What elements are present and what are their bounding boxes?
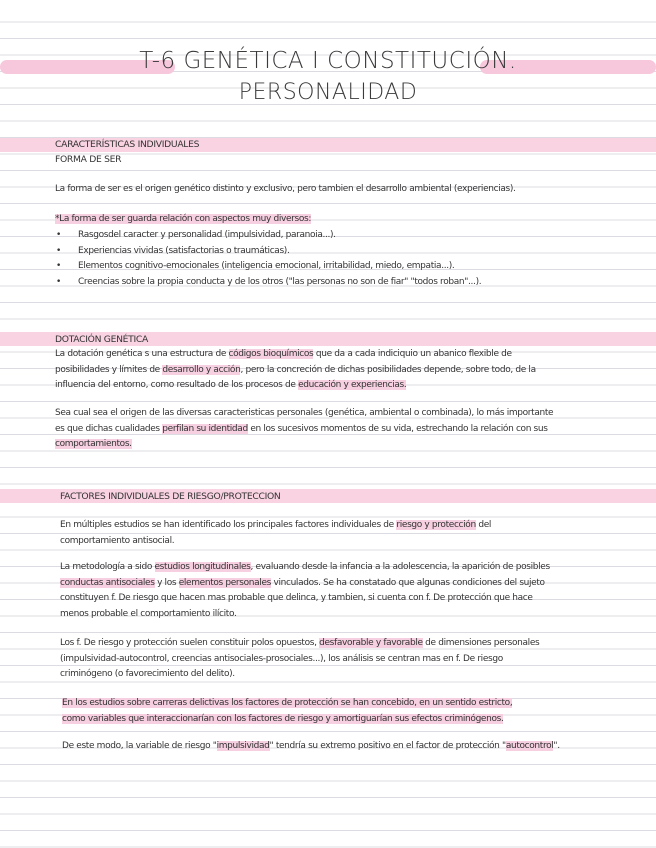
highlight-autocontrol: autocontrol xyxy=(505,741,554,751)
heading-caracteristicas: CARACTERÍSTICAS INDIVIDUALES xyxy=(55,139,200,150)
list-item: • Experiencias vividas (satisfactorias o traumáticas). xyxy=(56,244,616,260)
heading-forma-de-ser: FORMA DE SER xyxy=(55,154,122,165)
paragraph-modo: De este modo, la variable de riesgo "impulsividad" tendría su extremo positivo en el factor de protección "autocontrol". xyxy=(62,741,560,751)
highlight-identidad: perfilan su identidad xyxy=(162,423,248,434)
highlight-impulsividad: impulsividad xyxy=(216,741,270,751)
highlight-desfavorable: desfavorable y favorable xyxy=(319,638,423,648)
highlight-desarrollo: desarrollo y acción xyxy=(162,364,241,375)
paragraph-estudios: En múltiples estudios se han identificado los principales factores individuales de riesgo y protección del comportamiento antisocial. xyxy=(60,520,492,546)
paragraph-carreras xyxy=(62,696,622,727)
list-item: • Rasgosdel caracter y personalidad (impulsividad, paranoia...). xyxy=(56,228,616,244)
highlight-educacion: educación y experiencias. xyxy=(298,380,407,390)
highlight-comportamientos: comportamientos. xyxy=(55,439,132,449)
heading-factores: FACTORES INDIVIDUALES DE RIESGO/PROTECCION xyxy=(60,491,281,502)
list-item: • Creencias sobre la propia conducta y de los otros ("las personas no son de fiar" "todos roban"...). xyxy=(56,275,616,291)
list-item: • Elementos cognitivo-emocionales (inteligencia emocional, irritabilidad, miedo, empatia...). xyxy=(56,259,616,275)
highlight-riesgo-proteccion: riesgo y protección xyxy=(396,520,476,530)
highlight-elementos: elementos personales xyxy=(178,577,271,588)
paragraph-forma-de-ser: La forma de ser es el origen genético distinto y exclusivo, pero tambien el desarrollo ambiental (experiencias). xyxy=(55,184,516,194)
page-title-line1: T-6 GENÉTICA I CONSTITUCIÓN. xyxy=(139,48,517,74)
paragraph-intro xyxy=(55,212,311,228)
paragraph-dotacion: La dotación genética s una estructura de códigos bioquímicos que da a cada indiciquio un abanico flexible de posibilidades y límites de desarrollo y acción, pero la concreción de dichas posibilidades depende, sobre todo, de la influencia del entorno, como resultado de los procesos de educación y experiencias. xyxy=(55,349,536,390)
carreras-line1: En los estudios sobre carreras delictivas los factores de protección se han concebido, en un sentido estricto, xyxy=(62,698,513,708)
highlight-codigos: códigos bioquímicos xyxy=(228,349,314,359)
carreras-line2: como variables que interaccionarían con los factores de riesgo y amortiguarían sus efectos criminógenos. xyxy=(62,713,504,724)
highlight-conductas: conductas antisociales xyxy=(60,577,155,588)
paragraph-polos: Los f. De riesgo y protección suelen constituir polos opuestos, desfavorable y favorable de dimensiones personales (impulsividad-autocontrol, creencias antisociales-prosociales...), los análisis se centran mas en f. De riesgo criminógeno (o favorecimiento del delito). xyxy=(60,638,540,679)
heading-dotacion-genetica: DOTACIÓN GENÉTICA xyxy=(55,334,149,345)
highlight-longitudinales: estudios longitudinales xyxy=(154,562,251,572)
paragraph-metodologia: La metodología a sido estudios longitudinales, evaluando desde la infancia a la adolescencia, la aparición de posibles conductas antisociales y los elementos personales vinculados. Se ha constatado que algunas condiciones del sujeto constituyen f. De riesgo que hacen mas probable que delinca, y tambien, si cuenta con f. De protección que hace menos probable el comportamiento ilícito. xyxy=(60,562,550,619)
page-title-line2: PERSONALIDAD xyxy=(238,80,418,105)
bullet-list-aspectos xyxy=(56,228,616,290)
intro-text: *La forma de ser guarda relación con aspectos muy diversos: xyxy=(55,214,311,224)
paragraph-origen: Sea cual sea el origen de las diversas caracteristicas personales (genética, ambiental o combinada), lo más importante es que dichas cualidades perfilan su identidad en los sucesivos momentos de su vida, estrechando la relación con sus comportamientos. xyxy=(55,408,554,449)
